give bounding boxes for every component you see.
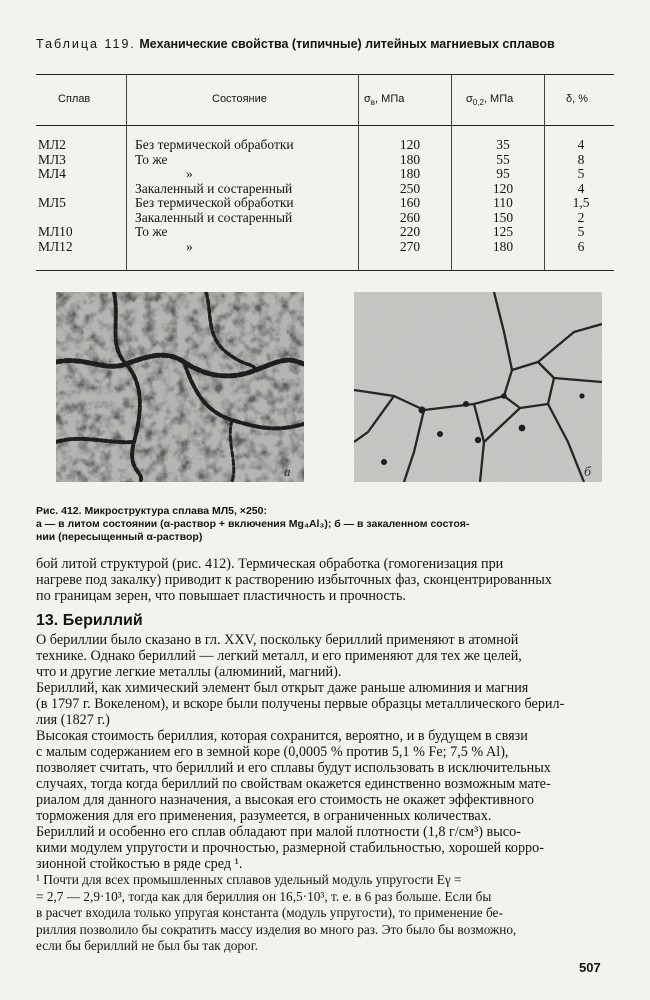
continuation-paragraph xyxy=(36,556,614,604)
cell-sigma-02: 95 xyxy=(496,166,510,181)
cell-state: » xyxy=(186,238,193,254)
text-line: что и другие легкие металлы (алюминий, магний). xyxy=(36,664,342,680)
footnote-line: = 2,7 — 2,9·10³, тогда как для бериллия он 16,5·10³, т. е. в 6 раз больше. Если бы xyxy=(36,888,492,904)
text-line: зионной стойкостью в ряде сред ¹. xyxy=(36,856,243,872)
cell-state: Без термической обработки xyxy=(135,195,294,210)
cell-sigma-b: 180 xyxy=(399,166,421,181)
cell-state: То же xyxy=(135,224,168,239)
figure-caption xyxy=(36,505,616,544)
table-bottom-rule xyxy=(36,270,614,271)
cell-delta: 4 xyxy=(577,180,585,196)
cell-alloy: МЛ12 xyxy=(38,238,73,254)
page-number: 507 xyxy=(579,960,601,975)
table-top-rule xyxy=(36,74,614,75)
cell-delta: 8 xyxy=(577,151,585,167)
cell-sigma-b: 220 xyxy=(399,224,421,239)
cell-state: Закаленный и состаренный xyxy=(135,209,293,225)
text-line: риалом для данного назначения, а высокая его стоимость не окажет эффективного xyxy=(36,792,534,808)
cell-sigma-02: 120 xyxy=(492,180,514,196)
micrograph-cast xyxy=(56,292,304,482)
micrograph-cast-noise xyxy=(56,292,304,482)
header-alloy: Сплав xyxy=(58,93,91,105)
cell-sigma-b: 180 xyxy=(399,151,421,167)
cell-alloy: МЛ10 xyxy=(38,224,73,239)
table-row xyxy=(0,240,650,254)
table-row xyxy=(0,153,650,167)
micrograph-quenched-label: б xyxy=(584,465,592,480)
cell-alloy: МЛ3 xyxy=(38,151,66,167)
cell-state: » xyxy=(186,166,193,181)
cell-sigma-b: 120 xyxy=(399,137,421,152)
micrograph-cast-label: а xyxy=(284,464,291,479)
table-row xyxy=(0,138,650,152)
micrograph-quenched xyxy=(354,292,602,482)
header-sigma-02-sub: 0,2 xyxy=(472,98,484,107)
text-line: Бериллий, как химический элемент был открыт даже раньше алюминия и магния xyxy=(36,680,529,696)
cell-state: Закаленный и состаренный xyxy=(135,180,293,196)
figure-caption-line: нии (пересыщенный α-раствор) xyxy=(36,531,203,543)
cell-delta: 1,5 xyxy=(572,195,590,210)
table-row xyxy=(0,211,650,225)
cell-sigma-02: 55 xyxy=(496,151,510,167)
cell-delta: 4 xyxy=(577,137,585,152)
table-row xyxy=(0,182,650,196)
table-header-rule xyxy=(36,125,614,126)
cell-sigma-02: 125 xyxy=(492,224,514,239)
text-line: бой литой структурой (рис. 412). Термическая обработка (гомогенизация при xyxy=(36,556,504,572)
cell-sigma-02: 150 xyxy=(492,209,514,225)
header-sigma-02-unit: , МПа xyxy=(483,93,514,105)
text-line: кими модулем упругости и прочностью, размерной стабильностью, хорошей корро- xyxy=(36,840,544,856)
cell-alloy: МЛ5 xyxy=(38,195,66,210)
figure-caption-line: Рис. 412. Микроструктура сплава МЛ5, ×250: xyxy=(36,505,267,517)
cell-sigma-b: 160 xyxy=(399,195,421,210)
footnote xyxy=(36,872,614,955)
cell-delta: 2 xyxy=(577,209,585,225)
cell-state: Без термической обработки xyxy=(135,137,294,152)
cell-sigma-02: 110 xyxy=(493,195,513,210)
header-sigma-b-symbol: σ xyxy=(364,93,371,105)
text-line: с малым содержанием его в земной коре (0,0005 % против 5,1 % Fe; 7,5 % Al), xyxy=(36,744,509,760)
text-line: Бериллий и особенно его сплав обладают при малой плотности (1,8 г/см³) высо- xyxy=(36,824,521,840)
cell-sigma-b: 250 xyxy=(399,180,421,196)
table-row xyxy=(0,225,650,239)
text-line: случаях, тогда когда бериллий по свойствам окажется единственно возможным мате- xyxy=(36,776,551,792)
cell-sigma-b: 260 xyxy=(399,209,421,225)
cell-state: То же xyxy=(135,151,168,167)
header-sigma-b-unit: , МПа xyxy=(375,93,405,105)
section-heading: 13. Бериллий xyxy=(36,612,143,629)
footnote-line: риллия позволило бы сократить массу изделия во много раз. Это было бы возможно, xyxy=(36,921,517,937)
footnote-line: если бы бериллий не был бы так дорог. xyxy=(36,938,258,953)
cell-delta: 5 xyxy=(577,224,585,239)
text-line: (в 1797 г. Вокеленом), и вскоре были получены первые образцы металлического берил- xyxy=(36,696,565,712)
cell-sigma-02: 35 xyxy=(496,137,510,152)
micrograph-quenched-noise xyxy=(354,292,602,482)
text-line: торможения для его применения, разумеется, в ограниченных количествах. xyxy=(36,808,492,824)
cell-delta: 6 xyxy=(577,238,585,254)
header-sigma-02 xyxy=(466,93,513,107)
cell-alloy: МЛ2 xyxy=(38,137,66,152)
header-sigma-b xyxy=(364,93,404,107)
footnote-line: в расчет входила только упругая константа (модуль упругости), то применение бе- xyxy=(36,905,503,920)
cell-alloy: МЛ4 xyxy=(38,166,66,181)
header-sigma-02-symbol: σ xyxy=(466,93,473,105)
header-state: Состояние xyxy=(212,93,267,105)
table-row xyxy=(0,167,650,181)
figure-caption-line: а — в литом состоянии (α-раствор + включения Mg₄Al₃); б — в закаленном состоя- xyxy=(36,518,470,530)
cell-sigma-02: 180 xyxy=(492,238,514,254)
table-row xyxy=(0,196,650,210)
text-line: О бериллии было сказано в гл. XXV, поскольку бериллий применяют в атомной xyxy=(36,632,519,648)
text-line: технике. Однако бериллий — легкий металл, и его применяют для тех же целей, xyxy=(36,648,522,664)
text-line: нагреве под закалку) приводит к растворению избыточных фаз, сконцентрированных xyxy=(36,572,552,588)
cell-sigma-b: 270 xyxy=(399,238,421,254)
table-caption xyxy=(36,37,616,52)
text-line: позволяет считать, что бериллий и его сплавы будут использовать в исключительных xyxy=(36,760,551,776)
section-body xyxy=(36,632,614,872)
cell-delta: 5 xyxy=(577,166,585,181)
header-sigma-b-sub: в xyxy=(370,98,376,107)
table-caption-title: Механические свойства (типичные) литейных магниевых сплавов xyxy=(139,37,555,51)
text-line: Высокая стоимость бериллия, которая сохранится, вероятно, и в будущем в связи xyxy=(36,728,528,744)
header-delta: δ, % xyxy=(566,93,589,105)
footnote-line: ¹ Почти для всех промышленных сплавов удельный модуль упругости Eγ = xyxy=(36,872,462,887)
text-line: по границам зерен, что повышает пластичность и прочность. xyxy=(36,588,406,604)
text-line: лия (1827 г.) xyxy=(36,712,110,728)
table-caption-lead: Таблица 119. xyxy=(36,37,136,51)
